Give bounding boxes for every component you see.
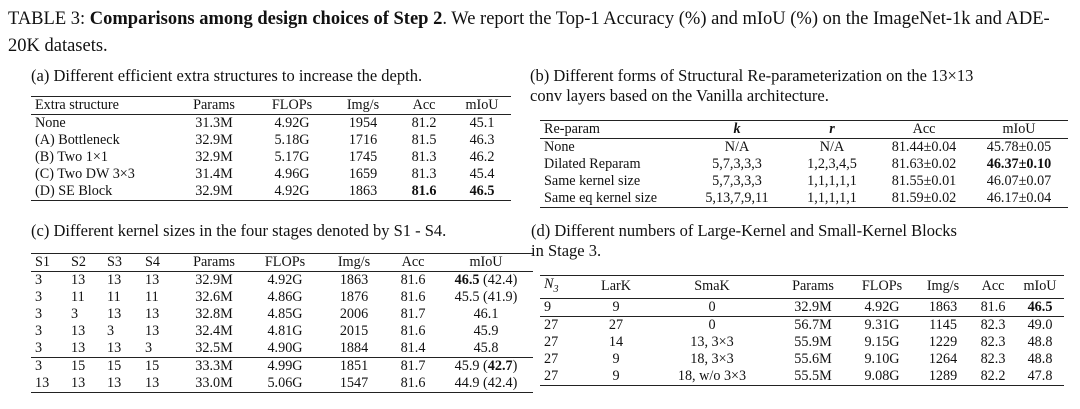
column-header: Acc: [970, 276, 1016, 299]
table-header-row: [31, 254, 533, 272]
subtable-a: [31, 96, 511, 201]
column-header: r: [786, 121, 878, 139]
table-row: 13 13 13 13 33.0M 5.06G 1547 81.6 44.9 (42.4): [31, 375, 533, 393]
best-value: 46.5: [454, 272, 480, 288]
table-row: (C) Two DW 3×3 31.4M 4.96G 1659 81.3 45.4: [35, 166, 495, 182]
column-header: S2: [67, 254, 103, 272]
table-title: Comparisons among design choices of Step 2: [89, 9, 443, 29]
table-row: 3 11 11 11 32.6M 4.86G 1876 81.6 45.5 (41.9): [35, 289, 518, 305]
column-header: Img/s: [331, 97, 395, 115]
subtable-c: [31, 253, 533, 393]
table-header-row: [540, 121, 1068, 139]
column-header: Acc: [387, 254, 439, 272]
subtable-d: [540, 275, 1064, 386]
column-header: Re-param: [540, 121, 688, 139]
best-value: 81.6: [395, 183, 453, 201]
column-header: FLOPs: [249, 254, 321, 272]
column-header: S1: [31, 254, 67, 272]
column-header: Acc: [395, 97, 453, 115]
table-row: 27 9 18, w/o 3×3 55.5M 9.08G 1289 82.2 47.8: [540, 368, 1064, 386]
column-header: k: [688, 121, 786, 139]
table-row: None N/A N/A 81.44±0.04 45.78±0.05: [544, 139, 1052, 155]
column-header: FLOPs: [253, 97, 331, 115]
table-caption: [8, 6, 1072, 60]
table-row: 27 9 18, 3×3 55.6M 9.10G 1264 82.3 48.8: [544, 350, 1053, 367]
table-row: (B) Two 1×1 32.9M 5.17G 1745 81.3 46.2: [35, 149, 495, 165]
table-row: 3 15 15 15 33.3M 4.99G 1851 81.7 45.9 (42.7): [31, 358, 533, 376]
table-row: 27 14 13, 3×3 55.9M 9.15G 1229 82.3 48.8: [544, 333, 1053, 350]
table-row: Same kernel size 5,7,3,3,3 1,1,1,1,1 81.55±0.01 46.07±0.07: [544, 173, 1052, 189]
column-header: mIoU: [1016, 276, 1064, 299]
column-header: SmaK: [646, 276, 778, 299]
column-header: Params: [179, 254, 249, 272]
table-description: . We report the Top-1 Accuracy (%) and mIoU (%) on the ImageNet-1k and ADE-20K datasets.: [8, 9, 1050, 56]
column-header: Extra structure: [31, 97, 175, 115]
best-value: 42.7: [487, 358, 513, 374]
table-header-row: [540, 276, 1064, 299]
column-header: Params: [778, 276, 848, 299]
table-row: Dilated Reparam 5,7,3,3,3 1,2,3,4,5 81.63±0.02 46.37±0.10: [540, 156, 1068, 173]
best-value: 46.5: [453, 183, 511, 201]
table-row: 9 9 0 32.9M 4.92G 1863 81.6 46.5: [540, 298, 1064, 316]
table-row: None 31.3M 4.92G 1954 81.2 45.1: [35, 115, 495, 131]
best-value: 46.5: [1027, 298, 1053, 315]
table-row: 27 27 0 56.7M 9.31G 1145 82.3 49.0: [540, 316, 1064, 334]
column-header: Img/s: [916, 276, 970, 299]
column-header: mIoU: [970, 121, 1068, 139]
column-header: Acc: [878, 121, 970, 139]
subtable-d-caption-line1: (d) Different numbers of Large-Kernel and Small-Kernel Blocks: [531, 221, 957, 240]
column-header: $N_3$: [540, 276, 586, 299]
subtable-b-caption-line1: (b) Different forms of Structural Re-parameterization on the 13×13: [530, 66, 974, 85]
column-header: FLOPs: [848, 276, 916, 299]
subtable-b: [540, 120, 1068, 208]
table-row: 3 13 13 3 32.5M 4.90G 1884 81.4 45.8: [35, 340, 499, 356]
column-header: Params: [175, 97, 253, 115]
subtable-c-caption: (c) Different kernel sizes in the four stages denoted by S1 - S4.: [31, 221, 447, 240]
table-row: 3 3 13 13 32.8M 4.85G 2006 81.7 46.1: [35, 306, 499, 322]
table-row: (D) SE Block 32.9M 4.92G 1863 81.6 46.5: [31, 183, 511, 201]
column-header: mIoU: [439, 254, 533, 272]
subtable-d-caption-line2: in Stage 3.: [531, 241, 602, 260]
table-row: 3 13 13 13 32.9M 4.92G 1863 81.6 46.5 (42.4): [35, 272, 518, 288]
subtable-a-caption: (a) Different efficient extra structures to increase the depth.: [31, 66, 423, 85]
table-header-row: [31, 97, 511, 115]
table-row: 3 13 3 13 32.4M 4.81G 2015 81.6 45.9: [35, 323, 499, 339]
column-header: S4: [141, 254, 179, 272]
table-row: (A) Bottleneck 32.9M 5.18G 1716 81.5 46.3: [35, 132, 495, 148]
column-header: LarK: [586, 276, 646, 299]
table-row: Same eq kernel size 5,13,7,9,11 1,1,1,1,1 81.59±0.02 46.17±0.04: [540, 190, 1068, 208]
best-value: 46.37±0.10: [986, 156, 1052, 172]
column-header: mIoU: [453, 97, 511, 115]
column-header: Img/s: [321, 254, 387, 272]
table-label: TABLE 3:: [8, 9, 90, 29]
subtable-b-caption-line2: conv layers based on the Vanilla architecture.: [530, 86, 829, 105]
column-header: S3: [103, 254, 141, 272]
